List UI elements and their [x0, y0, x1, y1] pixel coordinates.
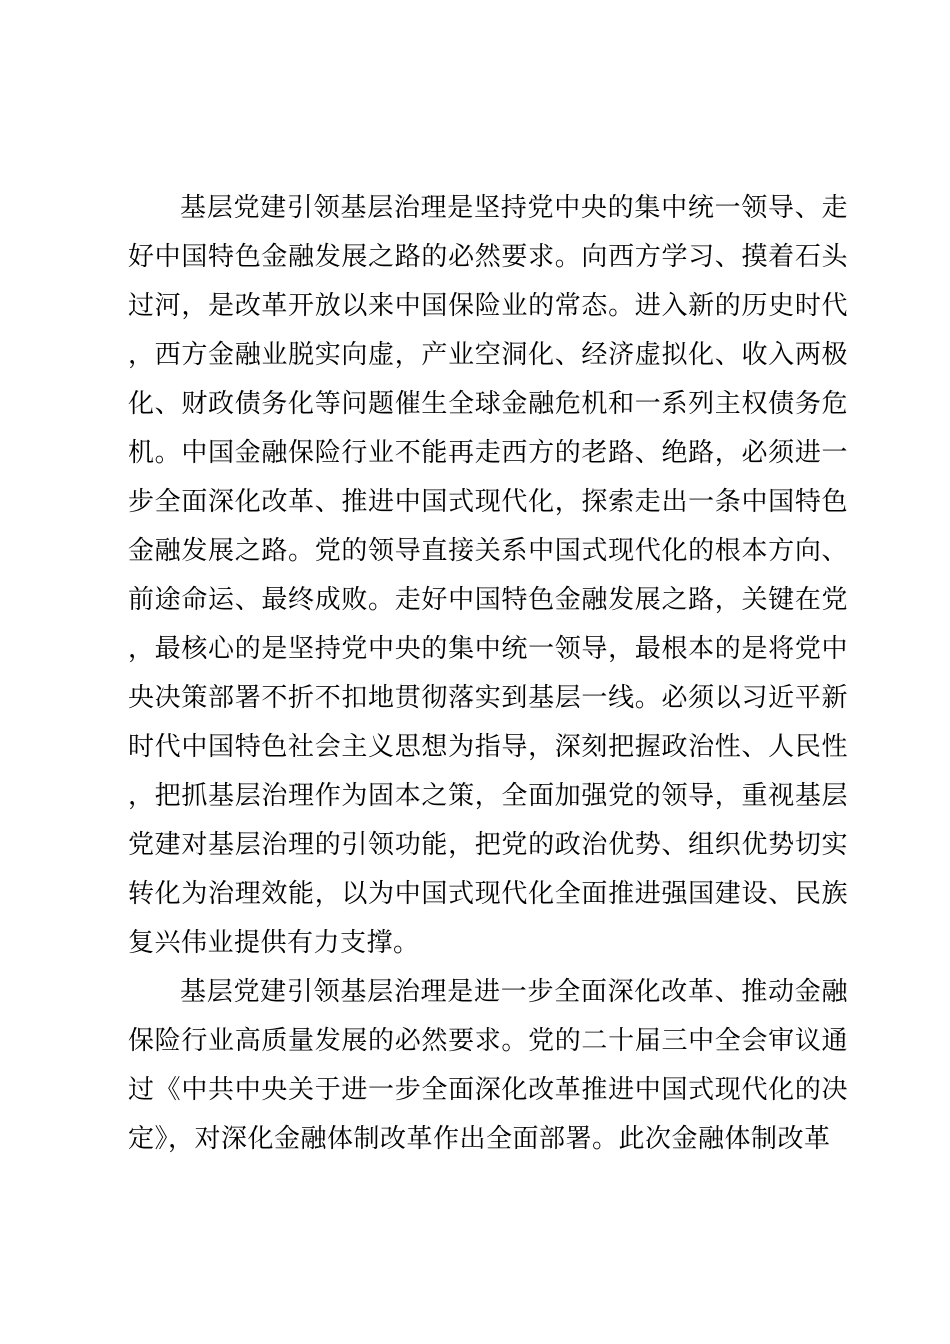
- body-text: [128, 184, 848, 1164]
- paragraph-2: 基层党建引领基层治理是进一步全面深化改革、推动金融保险行业高质量发展的必然要求。党的二十届三中全会审议通过《中共中央关于进一步全面深化改革推进中国式现代化的决定》，对深化金融体制改革作出全面部署。此次金融体制改革: [128, 977, 848, 1154]
- paragraph-1: 基层党建引领基层治理是坚持党中央的集中统一领导、走好中国特色金融发展之路的必然要求。向西方学习、摸着石头过河，是改革开放以来中国保险业的常态。进入新的历史时代，西方金融业脱实向虚，产业空洞化、经济虚拟化、收入两极化、财政债务化等问题催生全球金融危机和一系列主权债务危机。中国金融保险行业不能再走西方的老路、绝路，必须进一步全面深化改革、推进中国式现代化，探索走出一条中国特色金融发展之路。党的领导直接关系中国式现代化的根本方向、前途命运、最终成败。走好中国特色金融发展之路，关键在党，最核心的是坚持党中央的集中统一领导，最根本的是将党中央决策部署不折不扣地贯彻落实到基层一线。必须以习近平新时代中国特色社会主义思想为指导，深刻把握政治性、人民性，把抓基层治理作为固本之策，全面加强党的领导，重视基层党建对基层治理的引领功能，把党的政治优势、组织优势切实转化为治理效能，以为中国式现代化全面推进强国建设、民族复兴伟业提供有力支撑。: [128, 193, 848, 958]
